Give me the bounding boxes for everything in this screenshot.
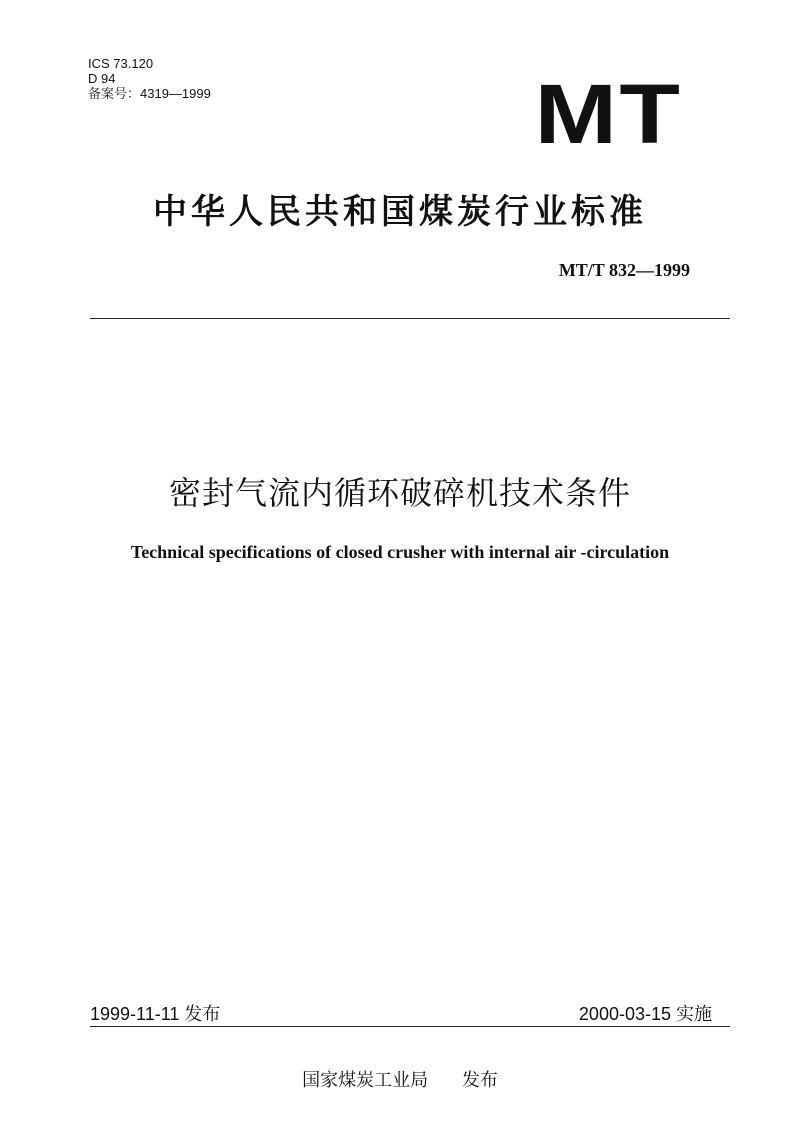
- document-title-en: Technical specifications of closed crusher with internal air -circulation: [130, 542, 670, 562]
- bottom-divider: [90, 1026, 730, 1027]
- top-divider: [90, 318, 730, 319]
- document-title-cn: 密封气流内循环破碎机技术条件: [168, 474, 631, 512]
- mt-logo: MT: [534, 67, 682, 161]
- ics-code: ICS 73.120: [88, 56, 154, 71]
- standard-title: 中华人民共和国煤炭行业标准: [153, 192, 647, 232]
- issue-date: 1999-11-11 发布: [90, 1004, 221, 1024]
- classification-block: [88, 56, 211, 101]
- record-number: 备案号：4319—1999: [88, 86, 211, 101]
- classification-code: D 94: [88, 71, 116, 86]
- issuer: 国家煤炭工业局 发布: [302, 1070, 498, 1091]
- effective-date: 2000-03-15 实施: [578, 1004, 712, 1024]
- standard-number: MT/T 832—1999: [558, 260, 690, 280]
